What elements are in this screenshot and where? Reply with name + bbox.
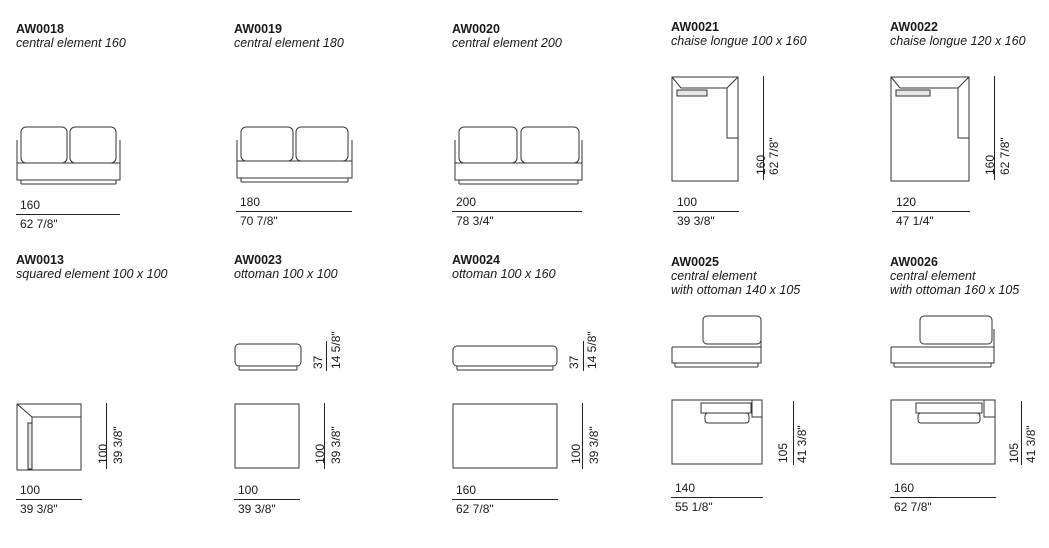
width-cm: 160: [20, 198, 41, 212]
product-aw0025: [671, 255, 881, 525]
sofa-front-view: [236, 126, 356, 186]
width-in: 62 7/8": [20, 217, 58, 231]
dimension-line: [236, 211, 352, 212]
width-cm: 100: [238, 483, 259, 497]
height-line: [326, 341, 327, 371]
sofa-top-view: [890, 399, 1000, 471]
width-cm: 160: [456, 483, 477, 497]
product-aw0022: [890, 20, 1049, 290]
depth-in: 41 3/8": [795, 425, 809, 463]
product-description: squared element 100 x 100: [16, 267, 168, 281]
depth-cm: 100: [313, 443, 327, 464]
depth-in: 39 3/8": [329, 426, 343, 464]
product-aw0021: [671, 20, 881, 290]
width-in: 70 7/8": [240, 214, 278, 228]
depth-in: 41 3/8": [1024, 425, 1038, 463]
product-code: AW0018: [16, 22, 64, 36]
product-description: central element 200: [452, 36, 562, 50]
depth-cm: 100: [569, 443, 583, 464]
height-cm: 37: [311, 355, 325, 369]
product-code: AW0024: [452, 253, 500, 267]
ottoman-top-view: [452, 403, 562, 473]
product-description: ottoman 100 x 100: [234, 267, 338, 281]
width-in: 47 1/4": [896, 214, 934, 228]
depth-cm: 160: [983, 154, 997, 175]
product-description-line-1: central element: [671, 269, 757, 283]
product-description: central element 160: [16, 36, 126, 50]
dimension-line: [890, 497, 996, 498]
dimension-line: [671, 497, 763, 498]
chaise-top-view: [890, 76, 974, 184]
dimension-line: [452, 499, 558, 500]
width-in: 62 7/8": [894, 500, 932, 514]
depth-line: [793, 401, 794, 465]
product-aw0020: [452, 22, 662, 292]
ottoman-front-view: [234, 343, 304, 375]
product-description-line-2: with ottoman 140 x 105: [671, 283, 801, 297]
ottoman-front-view: [452, 345, 560, 375]
product-description: chaise longue 100 x 160: [671, 34, 807, 48]
sofa-front-view: [454, 126, 586, 188]
width-in: 39 3/8": [677, 214, 715, 228]
width-cm: 100: [20, 483, 41, 497]
dimension-line: [16, 214, 120, 215]
height-in: 14 5/8": [329, 331, 343, 369]
width-in: 62 7/8": [456, 502, 494, 516]
dimension-line: [673, 211, 739, 212]
ottoman-top-view: [234, 403, 304, 473]
product-aw0019: [234, 22, 444, 292]
squared-top-view: [16, 403, 86, 475]
product-code: AW0013: [16, 253, 64, 267]
dimension-line: [892, 211, 970, 212]
width-in: 39 3/8": [238, 502, 276, 516]
sofa-front-view: [671, 315, 767, 373]
height-line: [583, 341, 584, 371]
product-code: AW0020: [452, 22, 500, 36]
width-cm: 120: [896, 195, 917, 209]
depth-in: 62 7/8": [767, 137, 781, 175]
width-in: 55 1/8": [675, 500, 713, 514]
product-code: AW0019: [234, 22, 282, 36]
width-in: 78 3/4": [456, 214, 494, 228]
height-cm: 37: [567, 355, 581, 369]
dimension-line: [16, 499, 82, 500]
product-code: AW0026: [890, 255, 938, 269]
product-description: ottoman 100 x 160: [452, 267, 556, 281]
depth-cm: 105: [776, 442, 790, 463]
width-cm: 160: [894, 481, 915, 495]
product-code: AW0022: [890, 20, 938, 34]
depth-cm: 105: [1007, 442, 1021, 463]
product-aw0013: [16, 253, 226, 523]
sofa-front-view: [890, 315, 1000, 373]
depth-cm: 160: [754, 154, 768, 175]
product-description-line-1: central element: [890, 269, 976, 283]
width-cm: 180: [240, 195, 261, 209]
product-description: central element 180: [234, 36, 344, 50]
product-aw0024: [452, 253, 662, 523]
width-in: 39 3/8": [20, 502, 58, 516]
product-aw0026: [890, 255, 1049, 525]
product-code: AW0025: [671, 255, 719, 269]
product-code: AW0021: [671, 20, 719, 34]
depth-cm: 100: [96, 443, 110, 464]
dimension-line: [234, 499, 300, 500]
product-aw0023: [234, 253, 444, 523]
height-in: 14 5/8": [585, 331, 599, 369]
product-aw0018: [16, 22, 226, 292]
sofa-front-view: [16, 126, 126, 186]
product-description-line-2: with ottoman 160 x 105: [890, 283, 1020, 297]
width-cm: 200: [456, 195, 477, 209]
product-description: chaise longue 120 x 160: [890, 34, 1026, 48]
sofa-top-view: [671, 399, 767, 471]
depth-in: 39 3/8": [587, 426, 601, 464]
depth-in: 39 3/8": [111, 426, 125, 464]
depth-in: 62 7/8": [998, 137, 1012, 175]
product-code: AW0023: [234, 253, 282, 267]
width-cm: 140: [675, 481, 696, 495]
chaise-top-view: [671, 76, 741, 184]
width-cm: 100: [677, 195, 698, 209]
dimension-line: [452, 211, 582, 212]
depth-line: [1021, 401, 1022, 465]
